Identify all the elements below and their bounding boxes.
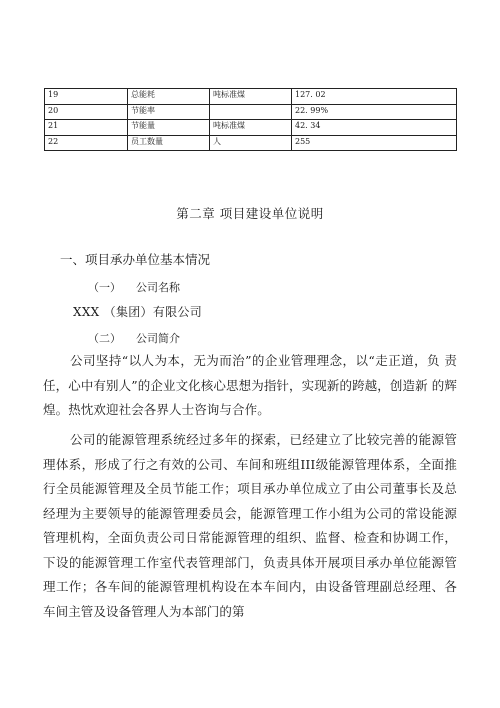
indicator-unit: 吨标准煤	[210, 89, 292, 105]
subsection-number: （一）	[88, 281, 121, 294]
indicator-unit: 人	[210, 135, 292, 151]
indicator-name: 节能量	[128, 120, 210, 136]
table-row	[45, 120, 457, 136]
row-number: 21	[45, 120, 128, 136]
subsection-company-profile	[88, 330, 180, 346]
indicator-name: 节能率	[128, 104, 210, 120]
paragraph-energy-management: 公司的能源管理系统经过多年的探索，已经建立了比较完善的能源管 理体系，形成了行之有效的公司、车间和班组III级能源管理体系，全面推 行全员能源管理及全员节能工作；项目承办单位成立了由公司董事长及总 经理为主要领导的能源管理委员会，能源管理工作小组为公司的常设能源 管理机构，全面负责公司日常能源管理的组织、监督、检查和协调工作， 下设的能源管理工作室代表管理部门，负责具体开展项目承办单位能源管 理工作；各车间的能源管理机构设在本车间内，由设备管理副总经理、各 车间主管及设备管理人为本部门的第	[43, 432, 457, 619]
table-row	[45, 135, 457, 151]
indicator-table	[44, 88, 457, 151]
subsection-label: 公司名称	[136, 281, 180, 294]
indicator-value: 127. 02	[292, 89, 457, 105]
row-number: 19	[45, 89, 128, 105]
table-row	[45, 89, 457, 105]
indicator-name: 员工数量	[128, 135, 210, 151]
table-row	[45, 104, 457, 120]
subsection-number: （二）	[88, 332, 121, 345]
chapter-title: 第二章 项目建设单位说明	[176, 206, 324, 221]
indicator-unit	[210, 104, 292, 120]
company-name: XXX （集团）有限公司	[73, 305, 203, 319]
indicator-value: 22. 99%	[292, 104, 457, 120]
section-heading: 一、项目承办单位基本情况	[60, 252, 211, 267]
subsection-company-name	[88, 279, 180, 295]
row-number: 22	[45, 135, 128, 151]
paragraph-company-philosophy: 公司坚持“以人为本，无为而治”的企业管理理念，以“走正道，负 责任，心中有别人”的企业文化核心思想为指针，实现新的跨越，创造新 的辉煌。热忱欢迎社会各界人士咨询与合作。	[43, 353, 457, 417]
indicator-name: 总能耗	[128, 89, 210, 105]
indicator-value: 255	[292, 135, 457, 151]
indicator-value: 42. 34	[292, 120, 457, 136]
row-number: 20	[45, 104, 128, 120]
subsection-label: 公司简介	[136, 332, 180, 345]
indicator-unit: 吨标准煤	[210, 120, 292, 136]
